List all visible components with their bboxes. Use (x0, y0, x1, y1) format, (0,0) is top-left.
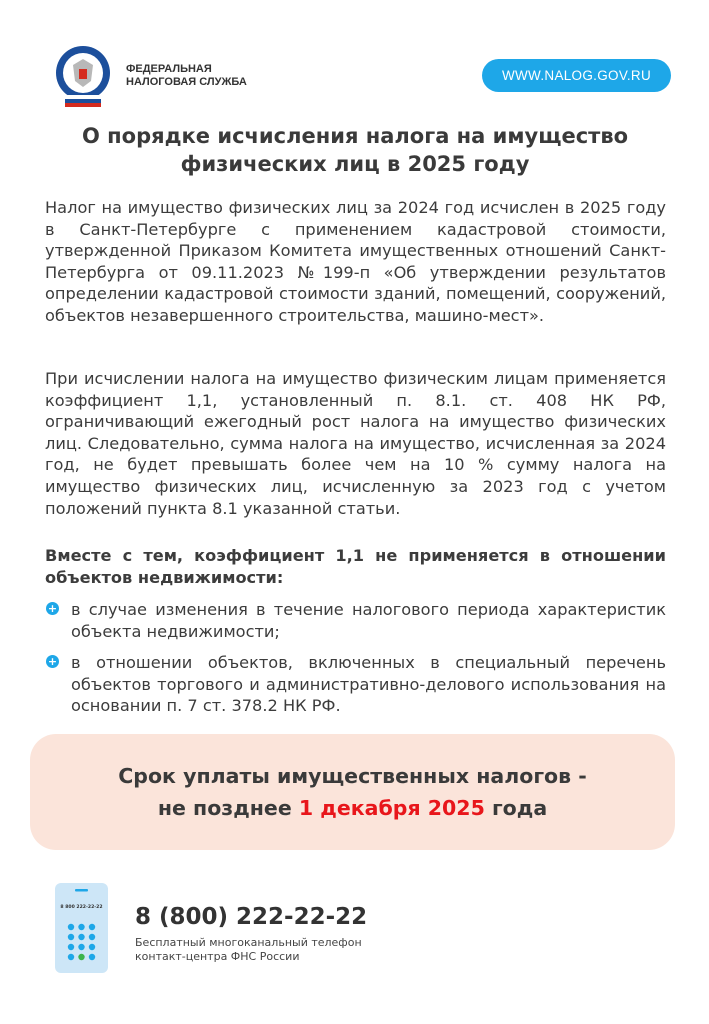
phone-icon (55, 883, 108, 973)
title-line1: О порядке исчисления налога на имущество (81, 124, 629, 148)
hotline-desc-line1: Бесплатный многоканальный телефон (135, 936, 362, 949)
deadline-date: 1 декабря 2025 (298, 796, 485, 820)
fns-logo (55, 45, 111, 107)
exceptions-lead: Вместе с тем, коэффициент 1,1 не применяется в отношении объектов недвижимости: (45, 546, 666, 587)
page-title (60, 122, 650, 178)
list-item-text: в отношении объектов, включенных в специальный перечень объектов торгового и административно-делового использования на основании п. 7 ст. 378.2 НК РФ. (71, 653, 666, 716)
hotline-description (135, 936, 362, 964)
plus-bullet-icon: + (47, 655, 58, 668)
org-name-line2: НАЛОГОВАЯ СЛУЖБА (126, 76, 247, 88)
list-item (45, 652, 666, 717)
phone-screen-number: 8 800 222-22-22 (60, 905, 103, 910)
hotline-phone[interactable]: 8 (800) 222-22-22 (135, 904, 368, 930)
org-name (126, 63, 247, 89)
list-item-text: в случае изменения в течение налогового периода характеристик объекта недвижимости; (71, 600, 666, 641)
list-item (45, 599, 666, 642)
deadline-suffix: года (491, 796, 548, 820)
paragraph-coefficient: При исчислении налога на имущество физическим лицам применяется коэффициент 1,1, установленный п. 8.1. ст. 408 НК РФ, ограничивающий ежегодный рост налога на имущество физических лиц. Следовательно, сумма налога на имущество, исчисленная за 2024 год, не будет превышать более чем на 10 % сумму налога на имущество физических лиц, исчисленную за 2023 год с учетом положений пункта 8.1 указанной статьи. (45, 369, 666, 518)
paragraph-cadastral: Налог на имущество физических лиц за 2024 год исчислен в 2025 году в Санкт-Петербурге с применением кадастровой стоимости, утвержденной Приказом Комитета имущественных отношений Санкт-Петербурга от 09.11.2023 №199-п «Об утверждении результатов определении кадастровой стоимости зданий, помещений, сооружений, объектов незавершенного строительства, машино-мест». (45, 198, 666, 325)
deadline-callout (30, 734, 675, 850)
title-line2: физических лиц в 2025 году (180, 152, 530, 176)
plus-bullet-icon: + (47, 602, 58, 615)
deadline-prefix: не позднее (157, 796, 292, 820)
org-name-line1: ФЕДЕРАЛЬНАЯ (126, 63, 212, 75)
deadline-line2 (158, 792, 547, 824)
website-link[interactable]: WWW.NALOG.GOV.RU (482, 59, 671, 92)
hotline-desc-line2: контакт-центра ФНС России (135, 950, 300, 963)
deadline-line1: Срок уплаты имущественных налогов - (118, 764, 587, 788)
